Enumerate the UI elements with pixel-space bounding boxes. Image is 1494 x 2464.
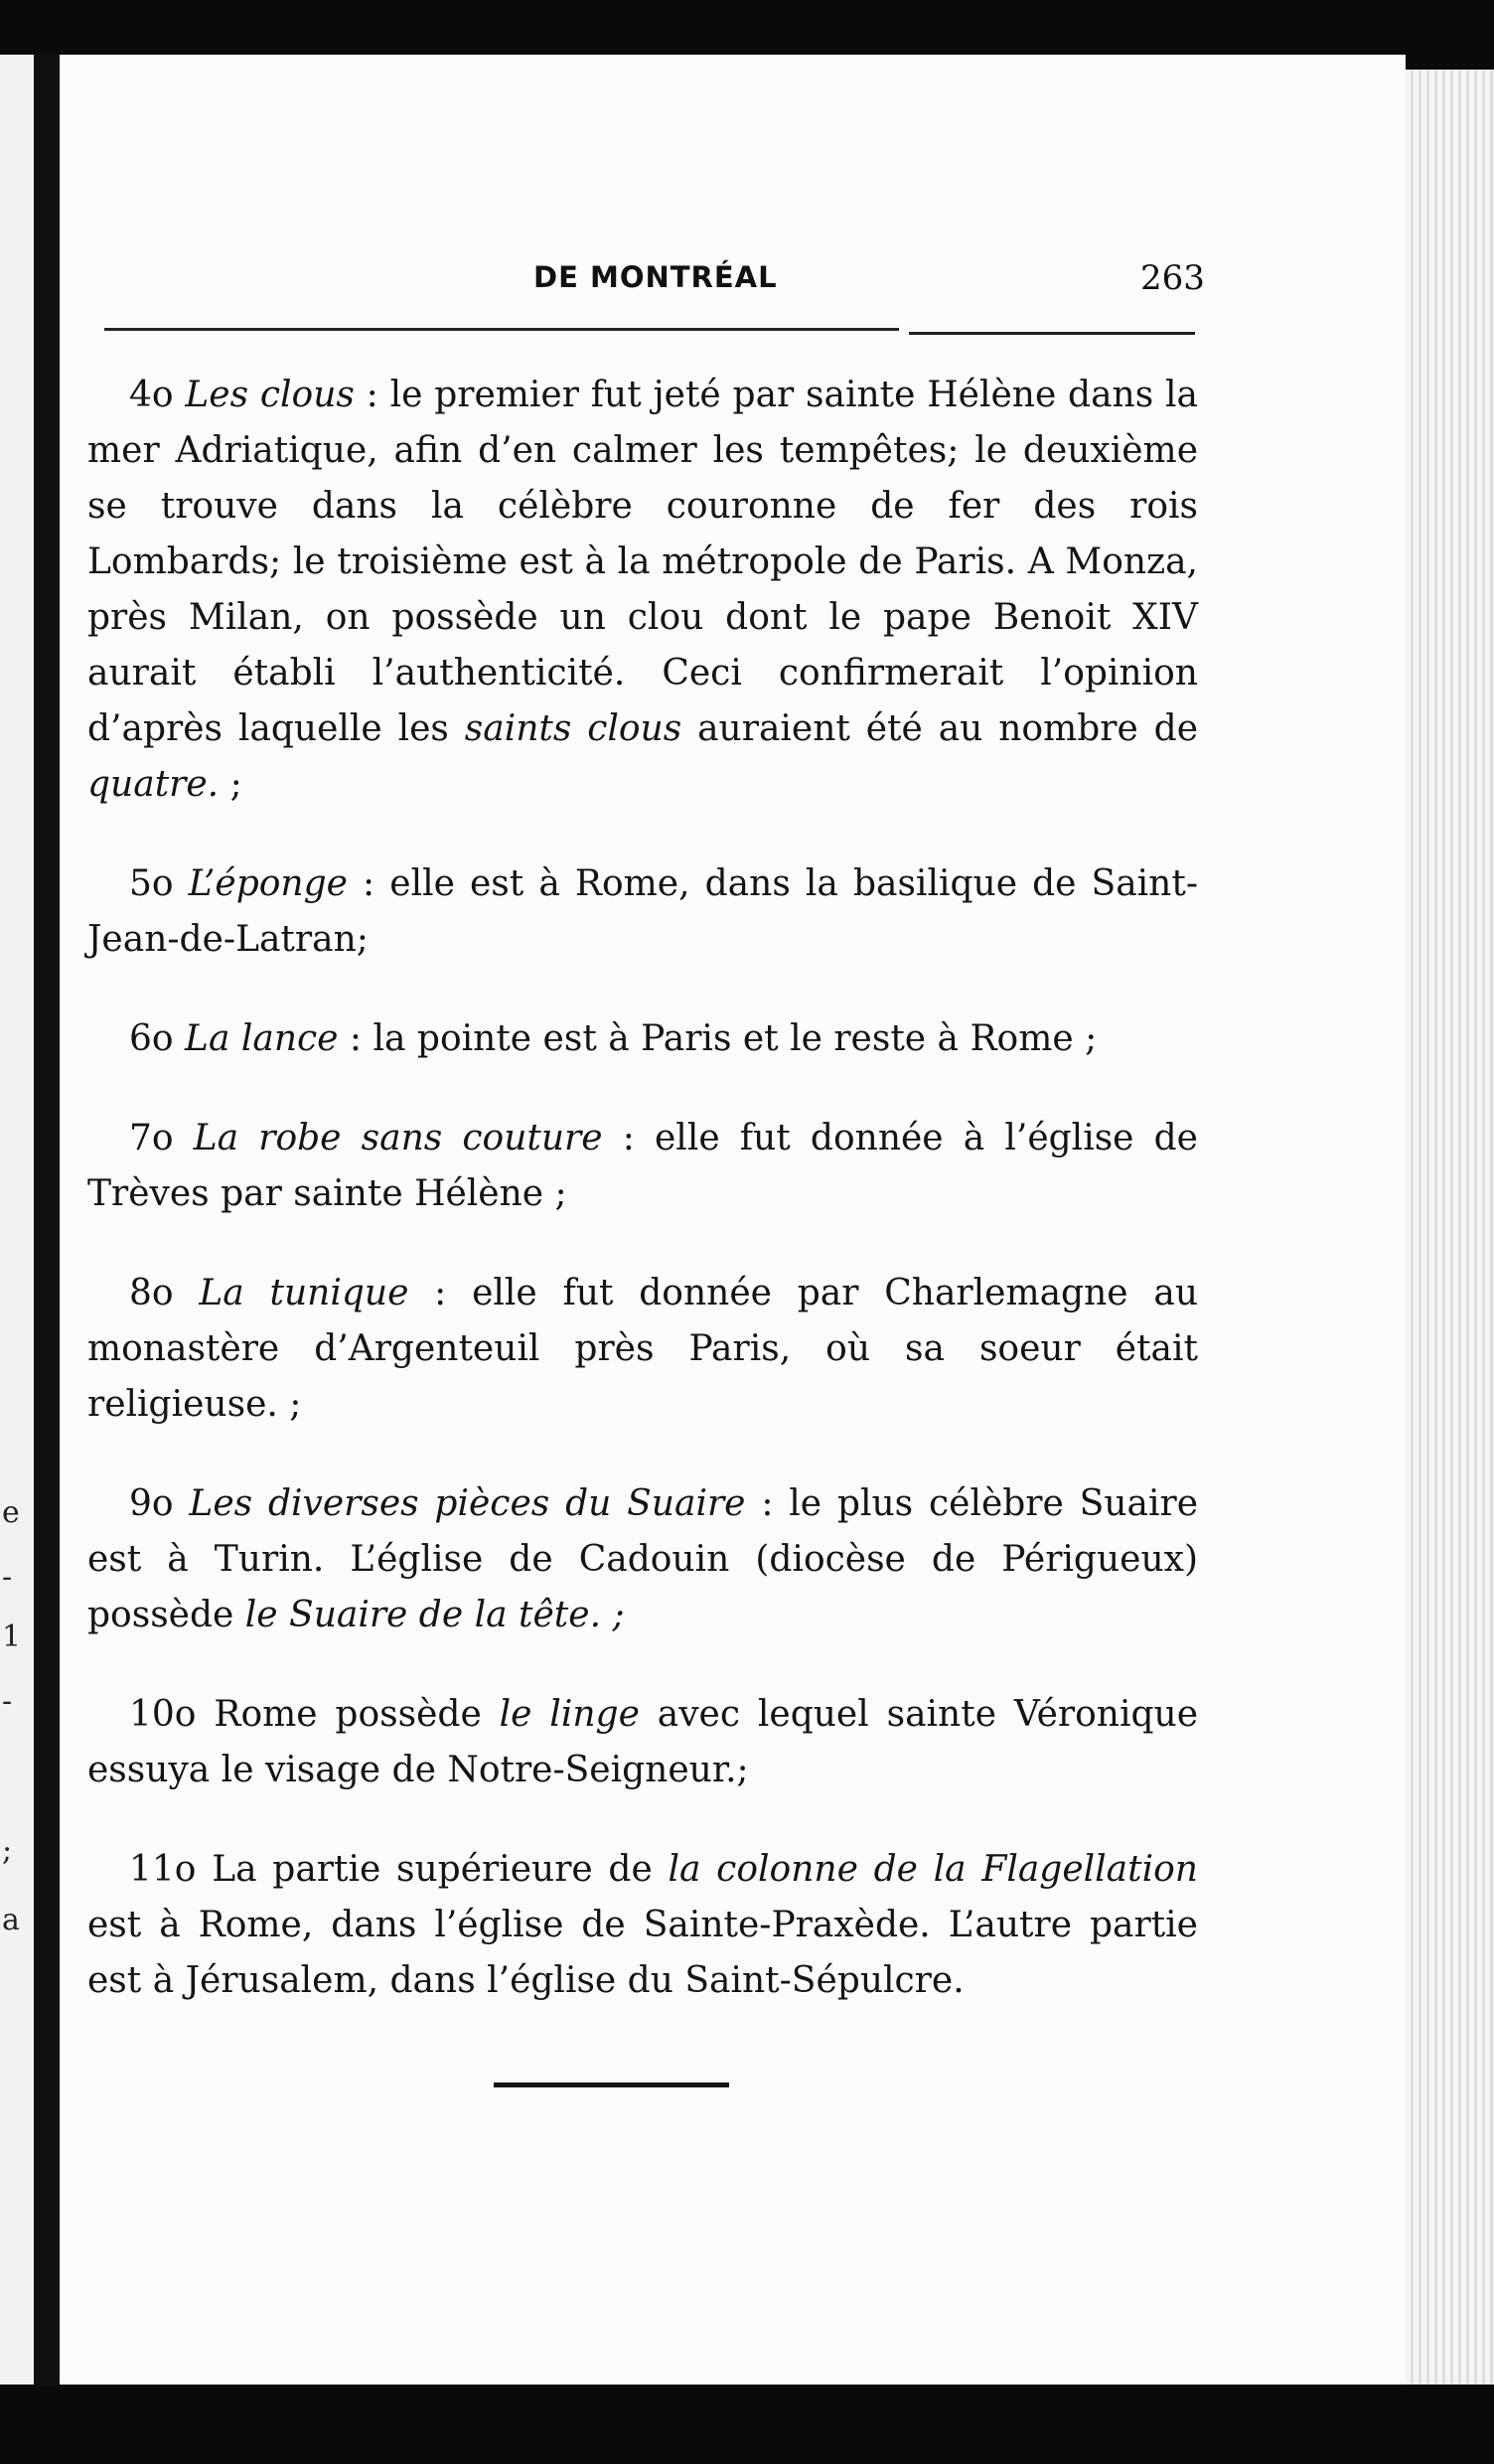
item-number: 5o — [129, 863, 174, 904]
item-body: avec lequel sainte Véronique essuya le visage de Notre-Seigneur.; — [87, 1694, 1198, 1790]
item-title: La tunique — [199, 1273, 409, 1313]
item-title: le linge — [499, 1694, 640, 1735]
item-body: auraient été au nombre de — [681, 708, 1199, 749]
item-body: : elle est à Rome, dans la basilique de Saint-Jean-de-Latran; — [87, 863, 1198, 960]
item-body: La partie supérieure de — [196, 1849, 669, 1890]
item-number: 10o — [129, 1694, 197, 1735]
margin-fragment: 1 — [2, 1619, 22, 1654]
item-body: Rome possède — [196, 1694, 500, 1735]
paragraph-5 — [87, 856, 1198, 968]
item-italic: le Suaire de la tête. ; — [244, 1595, 625, 1635]
margin-fragment: ; — [2, 1833, 13, 1868]
item-number: 11o — [129, 1849, 197, 1890]
item-italic: saints clous — [464, 708, 682, 749]
item-title: Les diverses pièces du Suaire — [189, 1483, 746, 1524]
margin-fragment: - — [2, 1684, 13, 1719]
item-body: : elle fut donnée à l’église de Trèves par sainte Hélène ; — [87, 1118, 1198, 1214]
paragraph-11 — [87, 1842, 1198, 2009]
paragraph-10 — [87, 1687, 1198, 1798]
facing-page-edge — [0, 55, 34, 2385]
page-text — [87, 368, 1198, 2053]
item-body: est à Rome, dans l’église de Sainte-Praxède. L’autre partie est à Jérusalem, dans l’église du Saint-Sépulcre. — [87, 1905, 1198, 2001]
item-number: 4o — [129, 375, 174, 415]
header-rule-right — [909, 332, 1195, 335]
header-rule-left — [104, 328, 899, 331]
item-title: la colonne de la Flagellation — [668, 1849, 1198, 1890]
item-body: ; — [219, 764, 242, 805]
paragraph-9 — [87, 1476, 1198, 1643]
page-stack-edge — [1406, 70, 1494, 2385]
margin-fragment: a — [2, 1903, 20, 1937]
page-number: 263 — [1140, 258, 1205, 298]
item-title: L’éponge — [188, 863, 348, 904]
scan-top-border — [0, 0, 1494, 62]
item-body: : elle fut donnée par Charlemagne au monastère d’Argenteuil près Paris, où sa soeur était religieuse. ; — [87, 1273, 1199, 1425]
item-title: La lance — [185, 1018, 339, 1059]
item-number: 8o — [129, 1273, 174, 1313]
paragraph-8 — [87, 1266, 1198, 1433]
item-body: : la pointe est à Paris et le reste à Rome ; — [338, 1018, 1098, 1059]
margin-fragment: e — [2, 1495, 20, 1530]
paragraph-6 — [87, 1011, 1198, 1067]
margin-fragment: - — [2, 1560, 13, 1595]
item-body: : le plus célèbre Suaire est à Turin. L’église de Cadouin (diocèse de Périgueux) possède — [87, 1483, 1198, 1635]
paragraph-4 — [87, 368, 1198, 813]
paragraph-7 — [87, 1111, 1198, 1222]
end-rule — [494, 2082, 729, 2087]
item-number: 7o — [129, 1118, 174, 1158]
item-number: 9o — [129, 1483, 174, 1524]
item-number: 6o — [129, 1018, 174, 1059]
item-title: La robe sans couture — [193, 1118, 603, 1158]
item-italic: quatre. — [87, 764, 220, 805]
scan-bottom-border — [0, 2385, 1494, 2464]
item-body: : le premier fut jeté par sainte Hélène dans la mer Adriatique, afin d’en calmer les tempêtes; le deuxième se trouve dans la célèbre couronne de fer des rois Lombards; le troisième est à la métropole de Paris. A Monza, près Milan, on possède un clou dont le pape Benoit XIV aurait établi l’authenticité. Ceci confirmerait l’opinion d’après laquelle les — [87, 375, 1198, 749]
item-title: Les clous — [185, 375, 355, 415]
running-head: DE MONTRÉAL — [533, 260, 778, 294]
book-gutter — [34, 55, 60, 2385]
